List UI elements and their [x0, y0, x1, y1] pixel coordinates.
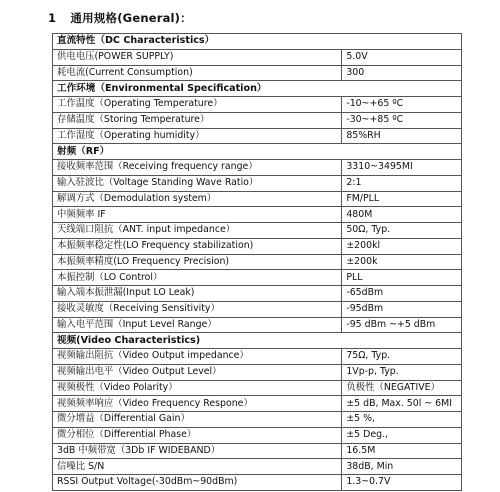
value-cell: 480M: [342, 207, 462, 223]
section-header-row: [53, 144, 462, 160]
spec-row: [53, 364, 462, 380]
spec-row: [53, 427, 462, 443]
parameter-cell: 本振频率精度(LO Frequency Precision): [53, 254, 342, 270]
section-empty-cell: [342, 144, 462, 160]
section-label: 视频(Video Characteristics): [53, 333, 342, 349]
value-cell: 300: [342, 65, 462, 81]
value-cell: ±5 dB, Max. 50l ~ 6MI: [342, 396, 462, 412]
value-cell: -95 dBm ~+5 dBm: [342, 317, 462, 333]
value-cell: ±5 Deg.,: [342, 427, 462, 443]
parameter-cell: 视频输出电平（Video Output Level）: [53, 364, 342, 380]
parameter-cell: 视频极性（Video Polarity）: [53, 380, 342, 396]
value-cell: PLL: [342, 270, 462, 286]
spec-row: [53, 270, 462, 286]
spec-row: [53, 475, 462, 491]
value-cell: -65dBm: [342, 286, 462, 302]
spec-row: [53, 175, 462, 191]
value-cell: 5.0V: [342, 49, 462, 65]
section-heading: [48, 10, 192, 26]
parameter-cell: 天线端口阻抗（ANT. input impedance）: [53, 223, 342, 239]
parameter-cell: 工作温度（Operating Temperature）: [53, 97, 342, 113]
section-number: 1: [48, 11, 57, 25]
value-cell: ±200k: [342, 254, 462, 270]
spec-table: [52, 33, 462, 491]
parameter-cell: 存储温度（Storing Temperature）: [53, 112, 342, 128]
parameter-cell: RSSI Output Voltage(-30dBm~90dBm): [53, 475, 342, 491]
parameter-cell: 耗电流(Current Consumption): [53, 65, 342, 81]
parameter-cell: 接收灵敏度（Receiving Sensitivity）: [53, 301, 342, 317]
parameter-cell: 信噪比 S/N: [53, 459, 342, 475]
spec-row: [53, 443, 462, 459]
spec-row: [53, 65, 462, 81]
section-header-row: [53, 81, 462, 97]
spec-row: [53, 349, 462, 365]
section-label: 工作环境（Environmental Specification）: [53, 81, 342, 97]
spec-row: [53, 459, 462, 475]
spec-row: [53, 396, 462, 412]
parameter-cell: 本振频率稳定性(LO Frequency stabilization): [53, 238, 342, 254]
parameter-cell: 输入驻波比（Voltage Standing Wave Ratio）: [53, 175, 342, 191]
section-label: 直流特性（DC Characteristics）: [53, 34, 342, 50]
spec-row: [53, 286, 462, 302]
parameter-cell: 视频输出阻抗（Video Output impedance）: [53, 349, 342, 365]
spec-row: [53, 317, 462, 333]
spec-row: [53, 223, 462, 239]
value-cell: 2:1: [342, 175, 462, 191]
parameter-cell: 输入电平范围（Input Level Range）: [53, 317, 342, 333]
value-cell: ±200kl: [342, 238, 462, 254]
parameter-cell: 视频频率响应（Video Frequency Respone）: [53, 396, 342, 412]
spec-row: [53, 380, 462, 396]
parameter-cell: 工作湿度（Operating humidity）: [53, 128, 342, 144]
value-cell: 75Ω, Typ.: [342, 349, 462, 365]
section-empty-cell: [342, 81, 462, 97]
spec-row: [53, 412, 462, 428]
value-cell: 85%RH: [342, 128, 462, 144]
parameter-cell: 输入端本振泄漏(Input LO Leak): [53, 286, 342, 302]
value-cell: FM/PLL: [342, 191, 462, 207]
spec-row: [53, 301, 462, 317]
spec-row: [53, 160, 462, 176]
section-header-row: [53, 34, 462, 50]
section-label: 射频（RF）: [53, 144, 342, 160]
value-cell: -30~+85 ºC: [342, 112, 462, 128]
spec-row: [53, 128, 462, 144]
spec-table-body: [53, 34, 462, 491]
value-cell: 16.5M: [342, 443, 462, 459]
parameter-cell: 接收频率范围（Receiving frequency range）: [53, 160, 342, 176]
value-cell: ±5 %,: [342, 412, 462, 428]
parameter-cell: 解调方式（Demodulation system）: [53, 191, 342, 207]
value-cell: 50Ω, Typ.: [342, 223, 462, 239]
value-cell: 1.3~0.7V: [342, 475, 462, 491]
spec-row: [53, 254, 462, 270]
parameter-cell: 3dB 中频带宽（3Db IF WIDEBAND）: [53, 443, 342, 459]
value-cell: -10~+65 ºC: [342, 97, 462, 113]
parameter-cell: 供电电压(POWER SUPPLY): [53, 49, 342, 65]
value-cell: 1Vp-p, Typ.: [342, 364, 462, 380]
section-header-row: [53, 333, 462, 349]
spec-row: [53, 97, 462, 113]
spec-row: [53, 49, 462, 65]
spec-row: [53, 207, 462, 223]
section-empty-cell: [342, 34, 462, 50]
section-title: 通用规格(General)：: [70, 11, 192, 25]
value-cell: 负极性（NEGATIVE）: [342, 380, 462, 396]
spec-row: [53, 191, 462, 207]
parameter-cell: 中频频率 IF: [53, 207, 342, 223]
value-cell: 38dB, Min: [342, 459, 462, 475]
value-cell: -95dBm: [342, 301, 462, 317]
parameter-cell: 本振控制（LO Control）: [53, 270, 342, 286]
value-cell: 3310~3495MI: [342, 160, 462, 176]
parameter-cell: 微分增益（Differential Gain）: [53, 412, 342, 428]
spec-row: [53, 112, 462, 128]
spec-row: [53, 238, 462, 254]
parameter-cell: 微分相位（Differential Phase）: [53, 427, 342, 443]
section-empty-cell: [342, 333, 462, 349]
